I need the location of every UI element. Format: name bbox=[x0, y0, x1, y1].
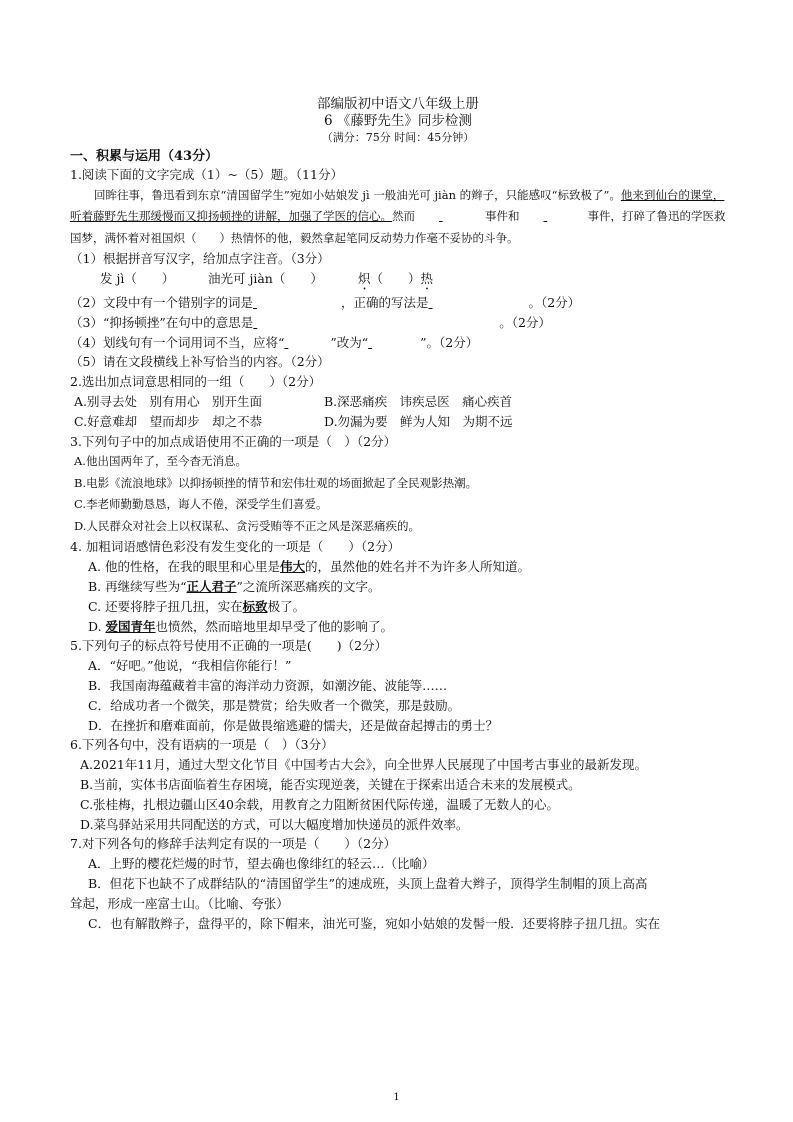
q4-b-text: ”之流所深恶痛疾的文字。 bbox=[236, 579, 381, 595]
q2-options-row1 bbox=[70, 392, 726, 412]
answer-blank bbox=[253, 293, 341, 313]
q4-option-a bbox=[70, 557, 726, 577]
q1-sub4 bbox=[70, 333, 726, 353]
q1-sub3-text: 。（2分） bbox=[499, 314, 551, 330]
q4-stem: 4. 加粗词语感情色彩没有发生变化的一项是（ ）（2分） bbox=[70, 539, 401, 555]
underlined-sentence: 他来到仙台的课堂，听着藤野先生那缓慢而又抑扬顿挫的讲解，加强了学医的信心。 bbox=[70, 187, 725, 224]
option-chi: 炽（ ）热 bbox=[358, 271, 434, 287]
q7-option-a: A．上野的樱花烂熳的时节，望去确也像绯红的轻云…（比喻） bbox=[88, 856, 435, 872]
q7-option-c: C．也有解散辫子，盘得平的，除下帽来，油光可鉴，宛如小姑娘的发髻一般．还要将脖子扭几扭。实在 bbox=[88, 915, 661, 931]
answer-blank bbox=[428, 293, 528, 313]
q2-option-a: A.别寻去处 别有用心 别开生面 bbox=[74, 394, 263, 410]
q4-d-bold-word: 爱国青年 bbox=[105, 618, 156, 634]
q1-sub3-text: （3）“抑扬顿挫”在句中的意思是 bbox=[70, 314, 254, 330]
q7-stem: 7.对下列各句的修辞手法判定有误的一项是（ ）（2分） bbox=[70, 836, 397, 852]
q1-sub3 bbox=[70, 313, 726, 333]
q6-option-d: D.菜鸟驿站采用共同配送的方式，可以大幅度增加快递员的派件效率。 bbox=[80, 816, 469, 832]
q4-b-text: B. 再继续写些为“ bbox=[88, 579, 187, 595]
q4-d-text: D. bbox=[88, 618, 106, 634]
q4-a-text: A. 他的性格，在我的眼里和心里是 bbox=[88, 559, 280, 575]
q4-option-b bbox=[70, 577, 726, 597]
q1-sub2-text: 。（2分） bbox=[528, 295, 581, 311]
q2-option-c: C.好意难却 望而却步 却之不恭 bbox=[74, 413, 263, 429]
q7-option-b: B．但花下也缺不了成群结队的“清国留学生”的速成班，头顶上盘着大辫子，顶得学生制帽的顶上高高 bbox=[88, 876, 648, 892]
q5-option-c: C．给成功者一个微笑，那是赞赏；给失败者一个微笑，那是鼓励。 bbox=[88, 697, 461, 713]
section-heading: 一、积累与运用（43分） bbox=[70, 149, 219, 164]
option-ji: 发 jì（ ） bbox=[100, 271, 175, 287]
q5-stem: 5.下列句子的标点符号使用不正确的一项是( )（2分） bbox=[70, 638, 388, 654]
blank-line-2 bbox=[520, 206, 588, 228]
q3-option-b: B.电影《流浪地球》以抑扬顿挫的情节和宏伟壮观的场面掀起了全民观影热潮。 bbox=[74, 475, 478, 490]
score-time-info: （满分：75分 时间：45分钟） bbox=[321, 131, 475, 144]
q6-stem: 6.下列各句中，没有语病的一项是（ ）（3分） bbox=[70, 737, 334, 753]
q1-stem: 1.阅读下面的文字完成（1）~（5）题。（11分） bbox=[70, 167, 343, 182]
q4-option-c bbox=[70, 597, 726, 617]
worksheet-content bbox=[70, 96, 726, 933]
q3-option-d: D.人民群众对社会上以权谋私、贪污受贿等不正之风是深恶痛疾的。 bbox=[74, 518, 420, 533]
q5-option-d: D．在挫折和磨难面前，你是做畏缩逃避的懦夫，还是做奋起搏击的勇士？ bbox=[88, 717, 499, 733]
q1-sub5: （5）请在文段横线上补写恰当的内容。（2分） bbox=[70, 354, 330, 370]
option-jian: 油光可 jiàn（ ） bbox=[208, 271, 323, 287]
lesson-title: 6 《藤野先生》同步检测 bbox=[324, 113, 472, 129]
q4-c-text: C. 还要将脖子扭几扭，实在 bbox=[88, 598, 243, 614]
q1-sub2-text: ，正确的写法是 bbox=[340, 295, 429, 311]
q4-c-text: 极了。 bbox=[267, 598, 306, 614]
answer-blank bbox=[253, 313, 499, 333]
passage-part-a: 回眸往事，鲁迅看到东京“清国留学生”宛如小姑娘发 jì 一般油光可 jiàn 的辫子，只能感叹“标致极了”。 bbox=[94, 187, 621, 202]
page-number: 1 bbox=[393, 1092, 400, 1103]
q5-option-a: A．“好吧。”他说，“我相信你能行！” bbox=[88, 658, 292, 674]
answer-blank bbox=[368, 333, 420, 353]
blank-line-1 bbox=[415, 206, 485, 228]
q4-c-bold-word: 标致 bbox=[242, 598, 268, 614]
q4-b-bold-word: 正人君子 bbox=[186, 579, 237, 595]
q4-option-d bbox=[70, 617, 726, 637]
q2-stem: 2.选出加点词意思相同的一组（ ）（2分） bbox=[70, 374, 322, 390]
q6-option-a: A.2021年11月，通过大型文化节目《中国考古大会》，向全世界人民展现了中国考古事业的最新发现。 bbox=[80, 757, 647, 773]
q1-passage bbox=[70, 185, 726, 250]
passage-part-d: 事件和 bbox=[485, 209, 520, 224]
passage-part-e: 事件，打碎了鲁迅的学医救国梦，满怀着对祖国炽（ ）热情怀的他，毅然拿起笔同反动势力作毫不妥协的斗争。 bbox=[70, 209, 726, 245]
q1-sub4-text: ”。（2分） bbox=[420, 334, 479, 350]
q3-stem: 3.下列句子中的加点成语使用不正确的一项是（ ）（2分） bbox=[70, 433, 397, 449]
answer-blank bbox=[284, 333, 330, 353]
q4-a-text: 的，虽然他的姓名并不为许多人所知道。 bbox=[305, 559, 531, 575]
q6-option-b: B.当前，实体书店面临着生存困境，能否实现逆袭，关键在于探索出适合未来的发展模式。 bbox=[80, 777, 581, 793]
q2-options-row2 bbox=[70, 412, 726, 432]
passage-part-c: 然而 bbox=[392, 209, 415, 224]
q5-option-b: B．我国南海蕴藏着丰富的海洋动力资源，如潮汐能、波能等…… bbox=[88, 678, 448, 694]
q1-sub2-text: （2）文段中有一个错别字的词是 bbox=[70, 295, 253, 311]
q1-sub4-text: （4）划线句有一个词用词不当，应将“ bbox=[70, 334, 285, 350]
q4-d-text: 也愤然，然而暗地里却早受了他的影响了。 bbox=[155, 618, 394, 634]
q6-option-c: C.张桂梅，扎根边疆山区40余载，用教育之力阻断贫困代际传递，温暖了无数人的心。 bbox=[80, 796, 559, 812]
q4-a-bold-word: 伟大 bbox=[279, 559, 305, 575]
q2-option-b: B.深恶痛疾 讳疾忌医 痛心疾首 bbox=[324, 394, 513, 410]
q1-sub4-text: ”改为“ bbox=[330, 334, 369, 350]
q3-option-a: A.他出国两年了，至今杳无消息。 bbox=[74, 454, 247, 469]
q2-option-d: D.勿漏为要 鲜为人知 为期不远 bbox=[324, 413, 513, 429]
doc-title: 部编版初中语文八年级上册 bbox=[317, 96, 479, 112]
q3-option-c: C.李老师勤勤恳恳，诲人不倦，深受学生们喜爱。 bbox=[74, 497, 328, 512]
q1-sub2 bbox=[70, 293, 726, 313]
q7-option-b-cont: 耸起，形成一座富士山。（比喻、夸张） bbox=[70, 895, 289, 911]
q1-sub1: （1）根据拼音写汉字，给加点字注音。（3分） bbox=[70, 251, 330, 267]
q1-sub1-options bbox=[70, 269, 726, 293]
